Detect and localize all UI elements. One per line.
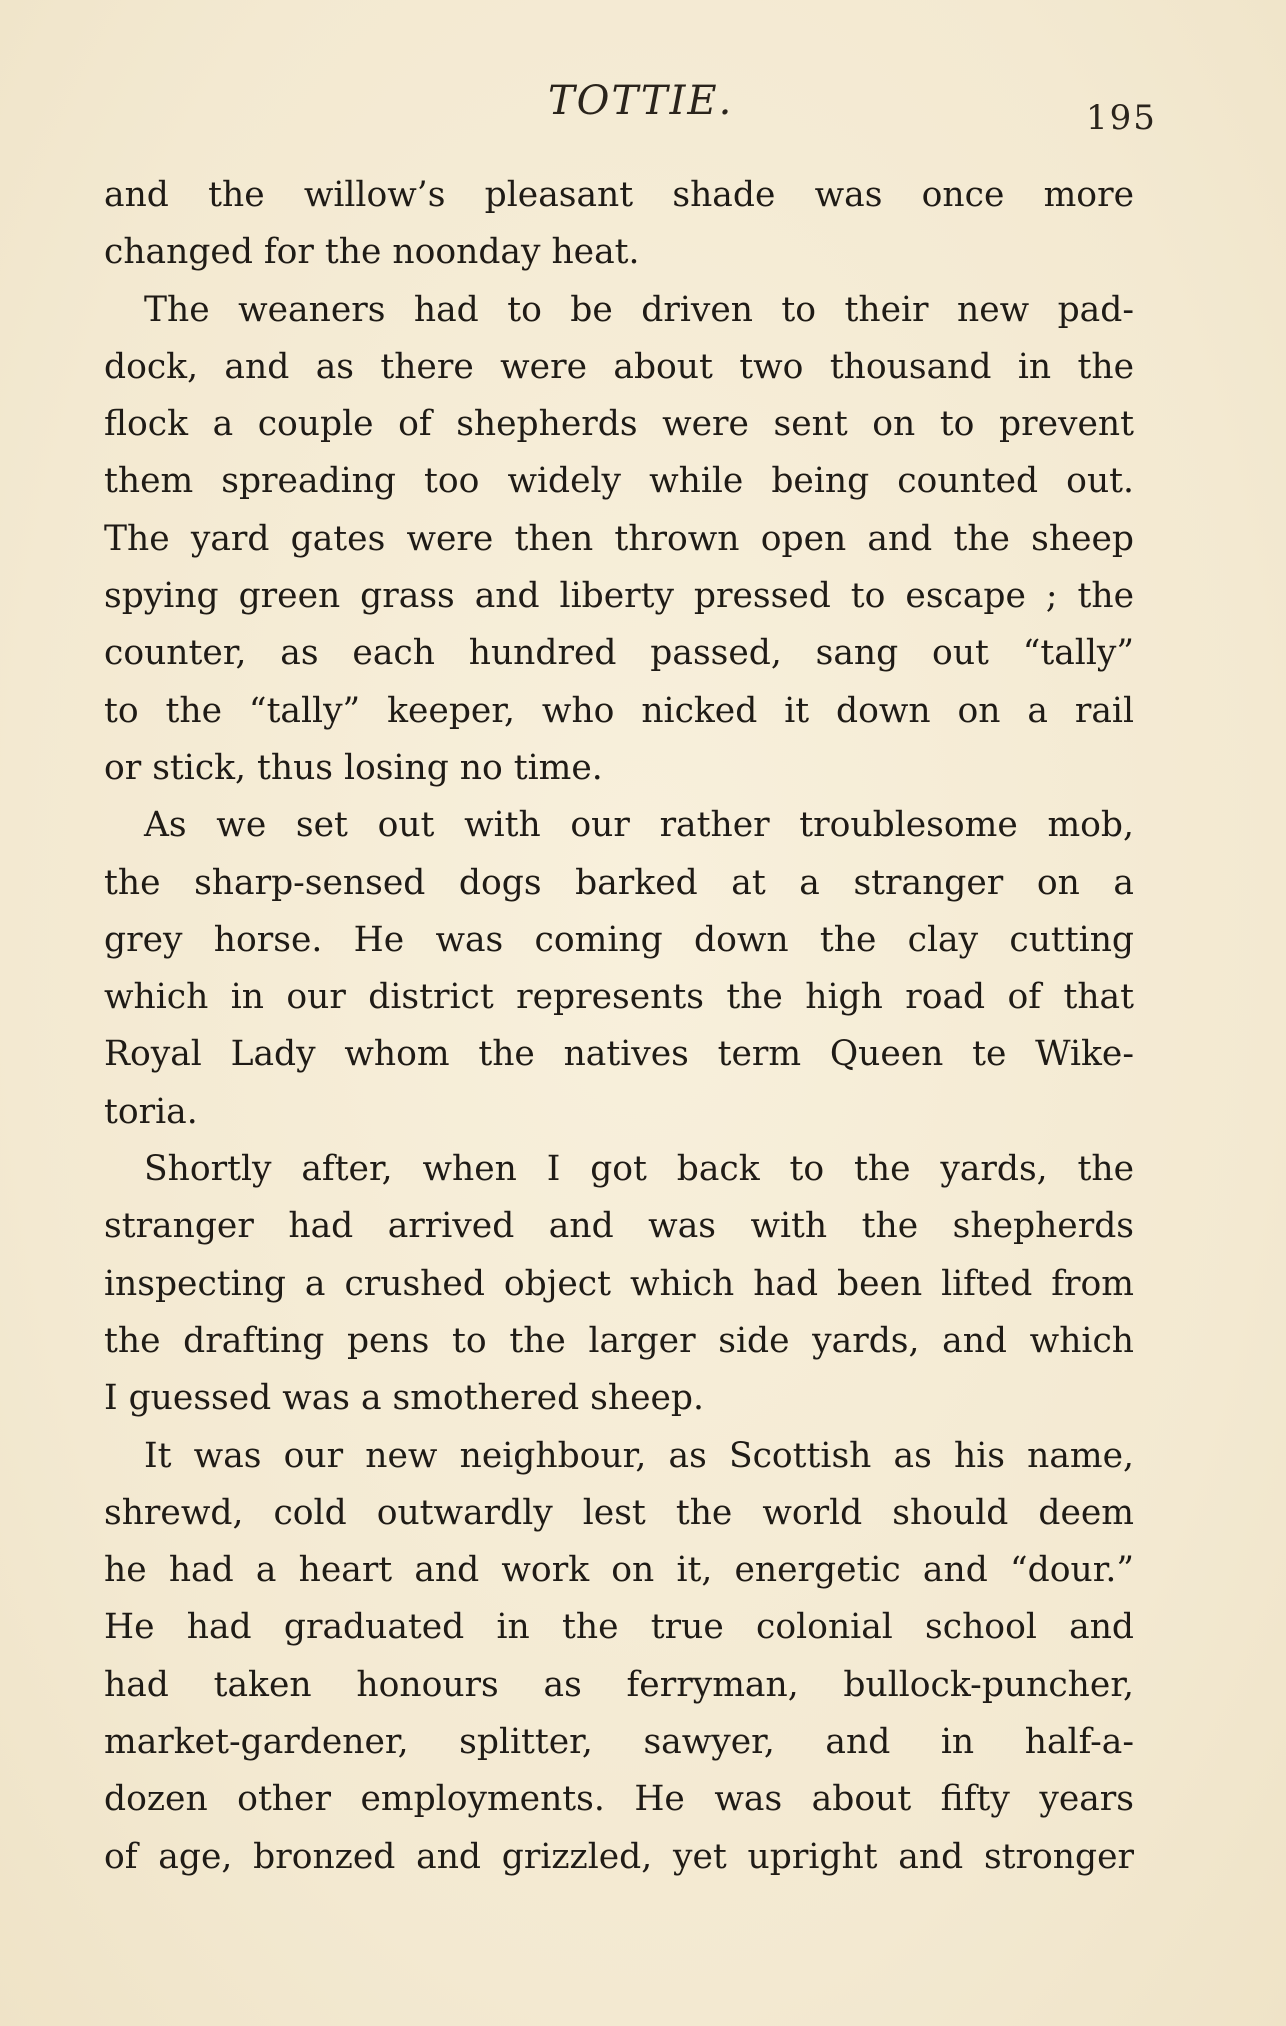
text-line: dock, and as there were about two thousand in the: [104, 346, 1134, 387]
text-line: had taken honours as ferryman, bullock-puncher,: [104, 1664, 1134, 1705]
text-line: flock a couple of shepherds were sent on to prevent: [104, 404, 1134, 445]
text-line: which in our district represents the high road of that: [104, 977, 1134, 1018]
text-line: and the willow’s pleasant shade was once more: [104, 175, 1134, 215]
text-line: Shortly after, when I got back to the yards, the: [144, 1149, 1134, 1190]
text-line: of age, bronzed and grizzled, yet upright and stronger: [104, 1836, 1134, 1877]
body-text: [104, 167, 1134, 1886]
text-line: the sharp-sensed dogs barked at a stranger on a: [104, 862, 1134, 903]
text-line: I guessed was a smothered sheep.: [104, 1378, 704, 1419]
text-line: counter, as each hundred passed, sang out “tally”: [104, 633, 1134, 674]
text-line: As we set out with our rather troublesome mob,: [144, 805, 1134, 846]
text-line: He had graduated in the true colonial school and: [104, 1607, 1134, 1648]
text-line: to the “tally” keeper, who nicked it down on a rail: [104, 690, 1134, 731]
text-line: them spreading too widely while being counted out.: [104, 461, 1134, 502]
text-line: The yard gates were then thrown open and the sheep: [104, 518, 1134, 559]
text-line: grey horse. He was coming down the clay cutting: [104, 919, 1134, 960]
text-line: Royal Lady whom the natives term Queen te Wike-: [104, 1034, 1134, 1075]
text-line: shrewd, cold outwardly lest the world should deem: [104, 1492, 1134, 1533]
text-line: It was our new neighbour, as Scottish as his name,: [144, 1435, 1134, 1476]
text-line: toria.: [104, 1091, 198, 1132]
text-line: or stick, thus losing no time.: [104, 747, 603, 788]
text-line: he had a heart and work on it, energetic and “dour.”: [104, 1550, 1134, 1591]
text-line: market-gardener, splitter, sawyer, and in half-a-: [104, 1722, 1134, 1763]
text-line: The weaners had to be driven to their new pad-: [144, 289, 1134, 330]
text-line: the drafting pens to the larger side yards, and which: [104, 1320, 1134, 1361]
text-line: stranger had arrived and was with the shepherds: [104, 1206, 1134, 1247]
running-title: TOTTIE.: [548, 78, 734, 124]
text-line: changed for the noonday heat.: [104, 232, 640, 273]
text-line: dozen other employments. He was about fifty years: [104, 1779, 1134, 1820]
text-line: inspecting a crushed object which had been lifted from: [104, 1263, 1134, 1304]
page-number: 195: [1086, 98, 1157, 138]
running-head: [0, 78, 1286, 138]
text-line: spying green grass and liberty pressed to escape ; the: [104, 576, 1134, 617]
